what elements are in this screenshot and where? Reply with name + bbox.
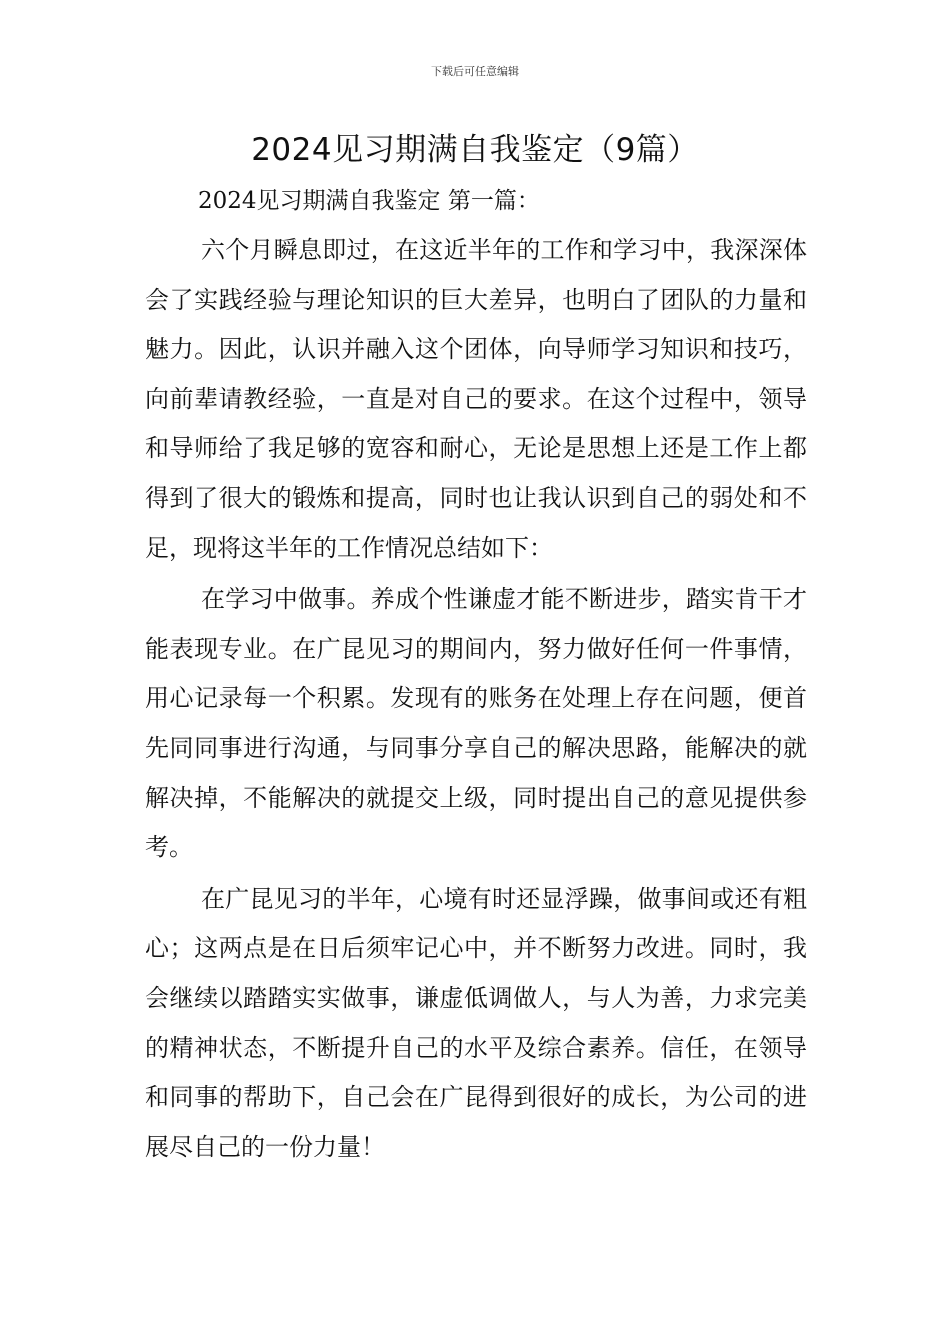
section-heading: 2024见习期满自我鉴定 第一篇： <box>198 188 540 214</box>
paragraph: 在学习中做事。养成个性谦虚才能不断进步，踏实肯干才能表现专业。在广昆见习的期间内，努力做好任何一件事情，用心记录每一个积累。发现有的账务在处理上存在问题，便首先同同事进行沟通，与同事分享自己的解决思路，能解决的就解决掉，不能解决的就提交上级，同时提出自己的意见提供参考。 <box>145 585 807 862</box>
document-body <box>145 226 807 1174</box>
paragraph: 六个月瞬息即过，在这近半年的工作和学习中，我深深体会了实践经验与理论知识的巨大差异，也明白了团队的力量和魅力。因此，认识并融入这个团体，向导师学习知识和技巧，向前辈请教经验，一直是对自己的要求。在这个过程中，领导和导师给了我足够的宽容和耐心，无论是思想上还是工作上都得到了很大的锻炼和提高，同时也让我认识到自己的弱处和不足，现将这半年的工作情况总结如下： <box>145 236 807 562</box>
page-header: 下载后可任意编辑 <box>431 65 519 78</box>
paragraph: 在广昆见习的半年，心境有时还显浮躁，做事间或还有粗心；这两点是在日后须牢记心中，并不断努力改进。同时，我会继续以踏踏实实做事，谦虚低调做人，与人为善，力求完美的精神状态，不断提升自己的水平及综合素养。信任，在领导和同事的帮助下，自己会在广昆得到很好的成长，为公司的进展尽自己的一份力量！ <box>145 884 807 1161</box>
document-title: 2024见习期满自我鉴定（9篇） <box>251 132 699 168</box>
